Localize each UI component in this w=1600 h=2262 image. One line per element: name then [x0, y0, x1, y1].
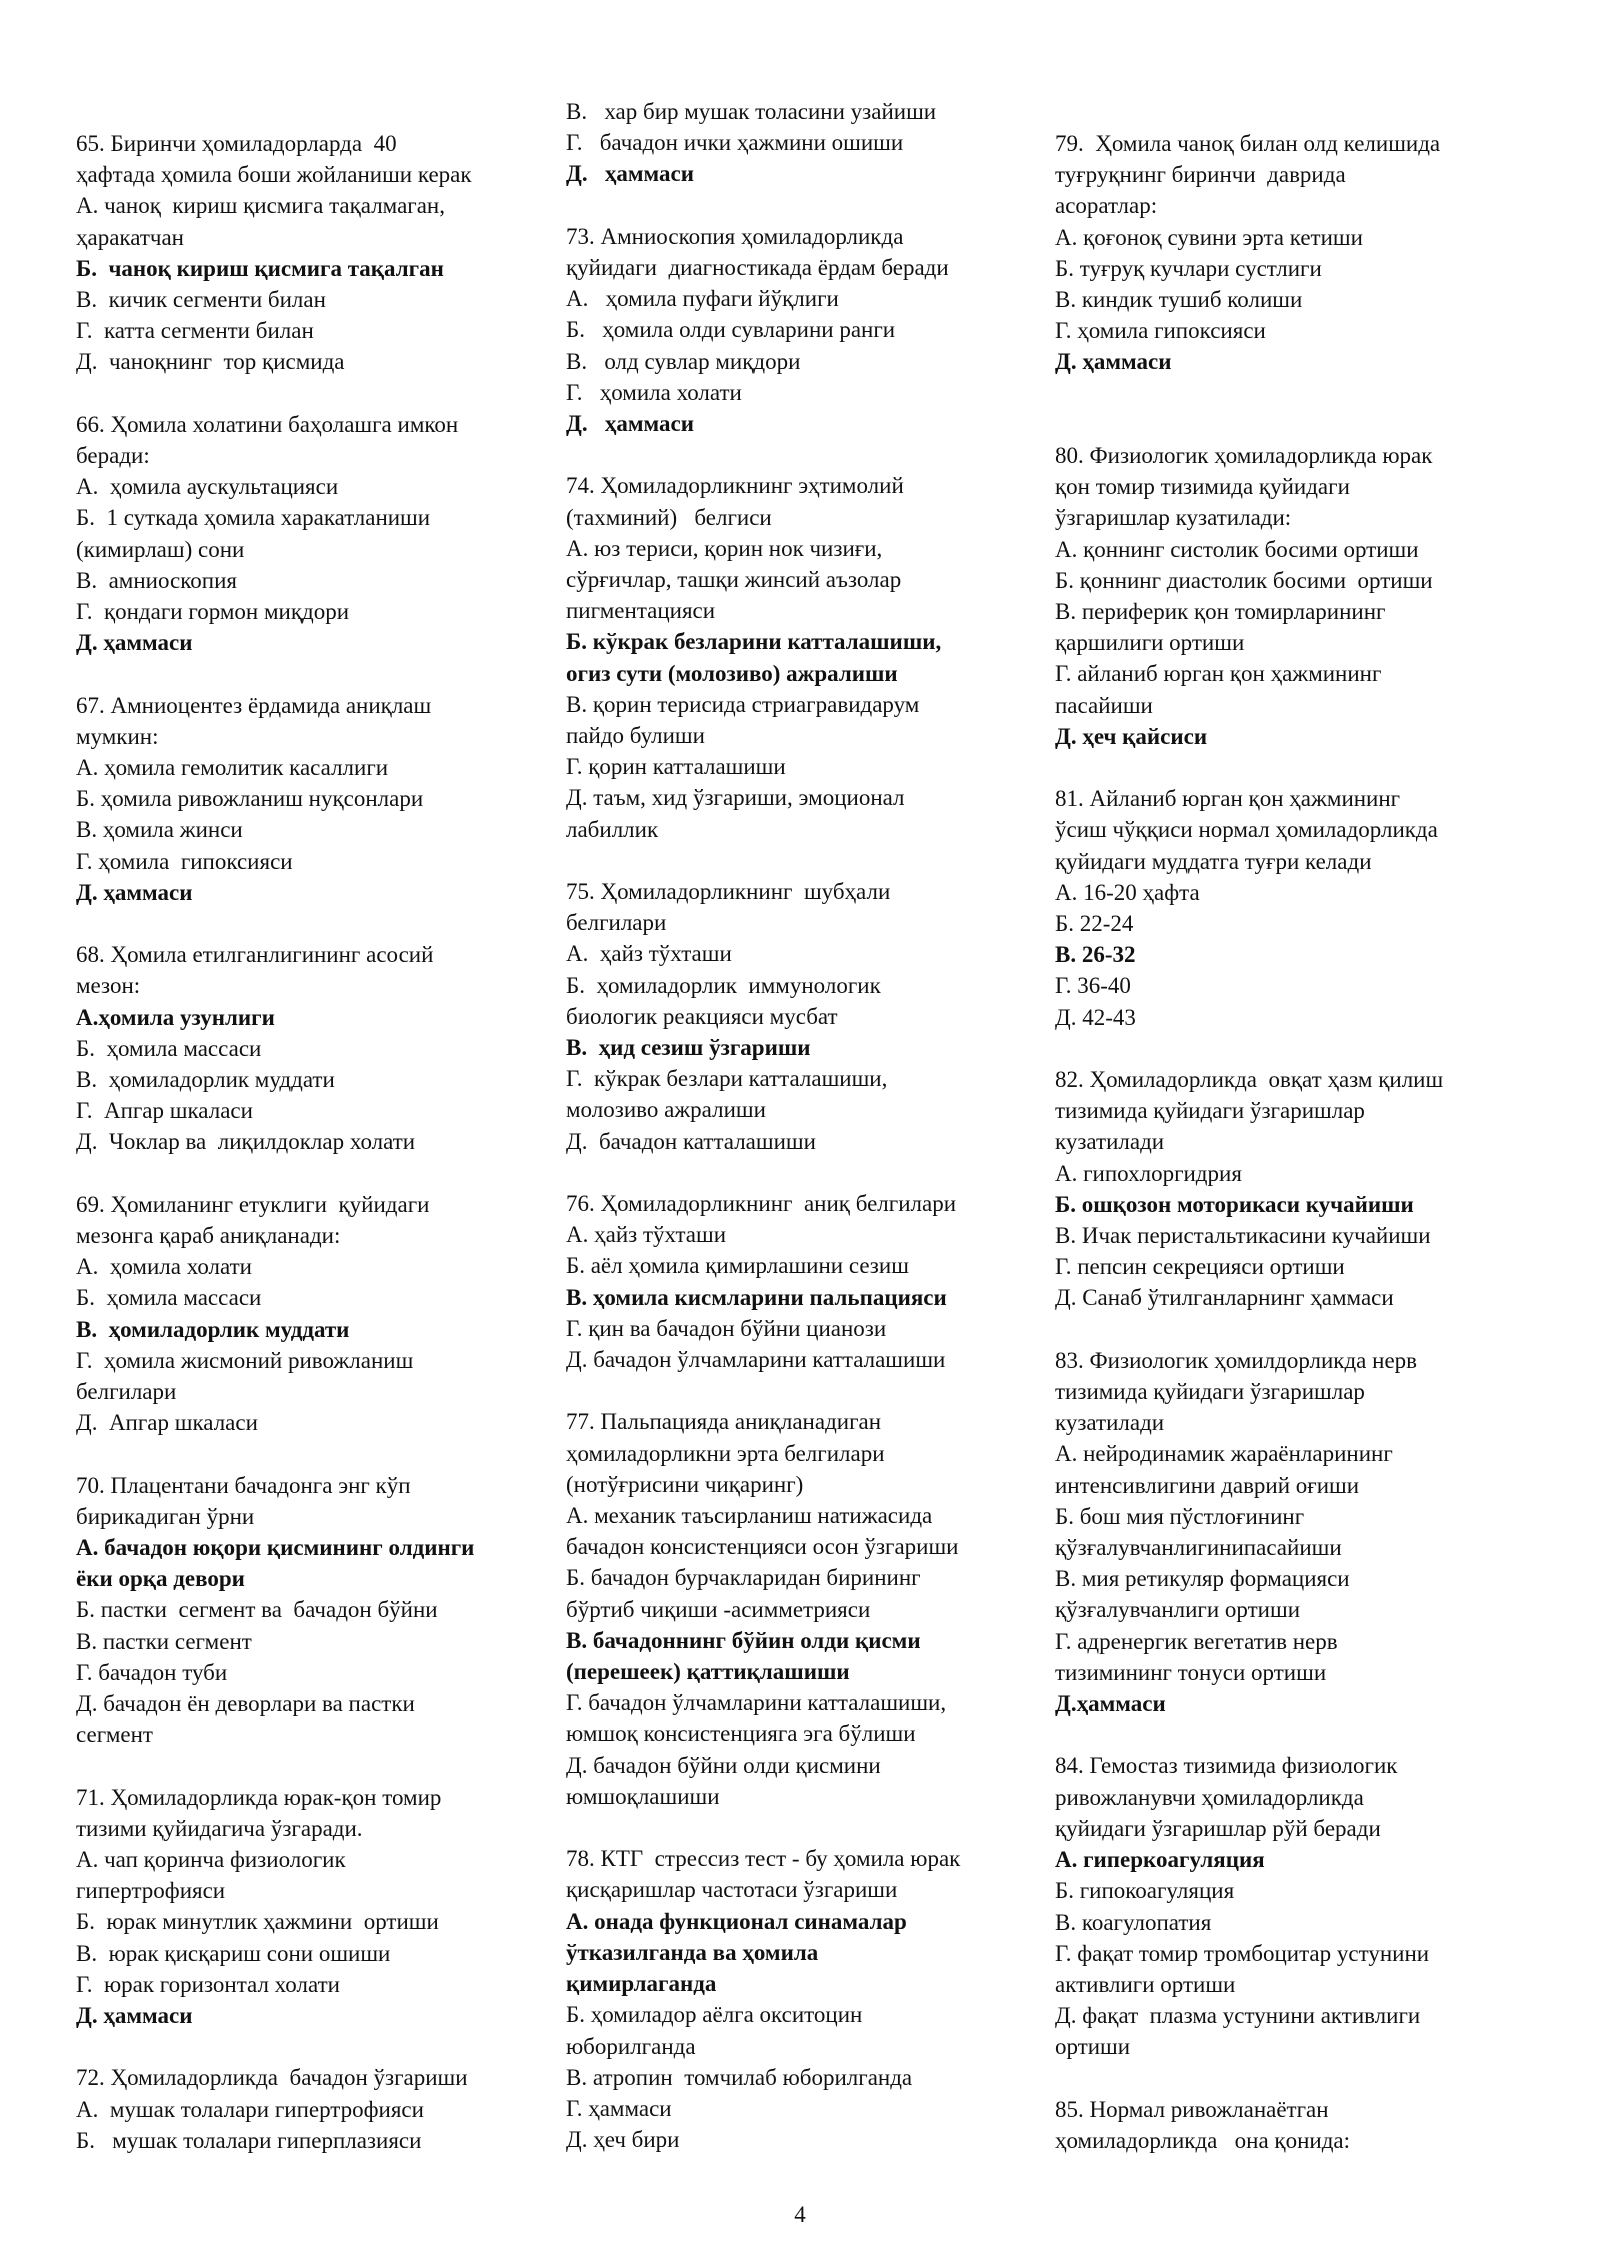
answer-line: А. нейродинамик жараёнларининг [1055, 1441, 1393, 1467]
answer-line: тизимида қуйидаги ўзгаришлар [1055, 1098, 1365, 1124]
answer-line: Г. адренергик вегетатив нерв [1055, 1628, 1338, 1654]
correct-answer-line: В. ҳомила кисмларини пальпацияси [566, 1284, 947, 1310]
question-text: 76. Ҳомиладорликнинг аниқ белгилари [566, 1191, 957, 1217]
answer-line: Г. бачадон туби [76, 1659, 228, 1685]
question-block [76, 1782, 566, 2032]
answer-line: ҳомиладорликни эрта белгилари [566, 1440, 885, 1466]
answer-line: Г. ҳомила жисмоний ривожланиш [76, 1347, 414, 1373]
answer-line: пасайиши [1055, 692, 1153, 718]
question-block [76, 2062, 566, 2156]
answer-line: Б. ҳомила массаси [76, 1285, 262, 1311]
question-block [566, 1188, 1034, 1375]
question-text: 81. Айланиб юрган қон ҳажмининг [1055, 786, 1401, 812]
answer-line: мезон: [76, 973, 141, 999]
answer-line: А. ҳайз тўхташи [566, 941, 732, 967]
answer-line: В. периферик қон томирларининг [1055, 599, 1386, 625]
answer-line: бирикадиган ўрни [76, 1503, 255, 1529]
answer-line: Б. мушак толалари гиперплазияси [76, 2127, 422, 2153]
question-text: 85. Нормал ривожланаётган [1055, 2096, 1329, 2122]
answer-line: В. олд сувлар миқдори [566, 348, 801, 374]
answer-line: Д. Чоклар ва лиқилдоклар холати [76, 1129, 416, 1155]
answer-line: қуйидаги диагностикада ёрдам беради [566, 255, 949, 280]
question-block [76, 690, 566, 908]
answer-line: Г. бачадон ички ҳажмини ошиши [566, 130, 904, 156]
correct-answer-line: Д. ҳаммаси [1055, 349, 1172, 375]
correct-answer-line: ёки орқа девори [76, 1566, 245, 1592]
answer-line: Г. қорин катталашиши [566, 754, 786, 780]
answer-line: А. ҳомила гемолитик касаллиги [76, 755, 389, 781]
answer-line: В. атропин томчилаб юборилганда [566, 2064, 913, 2090]
answer-line: Д. бачадон бўйни олди қисмини [566, 1752, 881, 1778]
answer-line: Г. ҳомила гипоксияси [1055, 318, 1266, 344]
answer-line: ортиши [1055, 2034, 1131, 2060]
answer-line: А. қоннинг систолик босими ортиши [1055, 536, 1419, 562]
correct-answer-line: Д.ҳаммаси [1055, 1691, 1166, 1717]
answer-line: гипертрофияси [76, 1878, 226, 1904]
question-text: 66. Ҳомила холатини баҳолашга имкон [76, 411, 459, 437]
answer-line: ҳомиладорликда она қонида: [1055, 2127, 1350, 2153]
answer-line: В. Ичак перистальтикасини кучайиши [1055, 1223, 1431, 1249]
answer-line: Б. ҳомила олди сувларини ранги [566, 317, 896, 343]
answer-line: сўрғичлар, ташқи жинсий аъзолар [566, 567, 902, 593]
answer-line: бўртиб чиқиши -асимметрияси [566, 1596, 871, 1622]
question-text: 68. Ҳомила етилганлигининг асосий [76, 942, 434, 968]
answer-line: В. қорин терисида стриагравидарум [566, 691, 920, 717]
answer-line: тизимининг тонуси ортиши [1055, 1659, 1327, 1685]
answer-line: интенсивлигини даврий оғиши [1055, 1472, 1360, 1498]
question-block [566, 876, 1034, 1157]
answer-line: қўзғалувчанлиги ортиши [1055, 1597, 1301, 1623]
answer-line: қон томир тизимида қуйидаги [1055, 474, 1350, 500]
correct-answer-line: Б. кўкрак безларини катталашиши, [566, 629, 942, 655]
answer-line: мезонга қараб аниқланади: [76, 1223, 341, 1249]
answer-line: Г. фақат томир тромбоцитар устунини [1055, 1940, 1430, 1966]
question-block [566, 96, 1034, 190]
answer-line: молозиво ажралиши [566, 1097, 766, 1123]
answer-line: А. ҳомила пуфаги йўқлиги [566, 286, 839, 312]
answer-line: А. қоғоноқ сувини эрта кетиши [1055, 224, 1363, 250]
answer-line: Б. ҳомиладор аёлга окситоцин [566, 2002, 863, 2028]
answer-line: А. чаноқ кириш қисмига тақалмаган, [76, 193, 445, 219]
answer-line: А. мушак толалари гипертрофияси [76, 2096, 424, 2122]
question-block [1055, 1750, 1555, 2062]
answer-line: юборилганда [566, 2033, 696, 2059]
question-text: 73. Амниоскопия ҳомиладорликда [566, 223, 904, 249]
correct-answer-line: В. ҳомиладорлик муддати [76, 1316, 350, 1342]
answer-line: Д. бачадон ўлчамларини катталашиши [566, 1347, 946, 1373]
answer-line: Д. Санаб ўтилганларнинг ҳаммаси [1055, 1285, 1394, 1311]
correct-answer-line: Д. ҳеч қайсиси [1055, 723, 1208, 749]
question-block [566, 1406, 1034, 1812]
answer-line: активлиги ортиши [1055, 1971, 1236, 1997]
correct-answer-line: Б. ошқозон моторикаси кучайиши [1055, 1191, 1414, 1217]
answer-line: Г. қин ва бачадон бўйни цианози [566, 1315, 887, 1341]
answer-line: В. амниоскопия [76, 567, 237, 593]
correct-answer-line: В. бачадоннинг бўйин олди қисми [566, 1627, 921, 1653]
question-text: 70. Плацентани бачадонга энг кўп [76, 1472, 411, 1498]
answer-line: Г. юрак горизонтал холати [76, 1971, 340, 1997]
answer-line: қаршилиги ортиши [1055, 630, 1245, 656]
answer-line: сегмент [76, 1722, 153, 1748]
answer-line: Д. таъм, хид ўзгариши, эмоционал [566, 785, 905, 811]
question-block [76, 128, 566, 378]
question-block [76, 1189, 566, 1439]
answer-line: юмшоқ консистенцияга эга бўлиши [566, 1721, 916, 1747]
answer-line: В. кичик сегменти билан [76, 287, 326, 313]
correct-answer-line: А. онада функционал синамалар [566, 1908, 907, 1934]
answer-line: В. пастки сегмент [76, 1628, 252, 1654]
question-text: 69. Ҳомиланинг етуклиги қуйидаги [76, 1191, 430, 1217]
question-block [566, 470, 1034, 844]
correct-answer-line: Д. ҳаммаси [566, 411, 694, 437]
answer-line: А. 16-20 ҳафта [1055, 879, 1200, 905]
answer-line: Д. бачадон ён деворлари ва пастки [76, 1691, 415, 1717]
answer-line: пайдо булиши [566, 723, 705, 749]
correct-answer-line: Д. ҳаммаси [76, 630, 193, 656]
question-text: 78. КТГ стрессиз тест - бу ҳомила юрак [566, 1846, 961, 1872]
answer-line: мумкин: [76, 723, 159, 749]
answer-line: туғруқнинг биринчи даврида [1055, 162, 1346, 188]
answer-line: Б. бачадон бурчакларидан бирининг [566, 1565, 921, 1591]
answer-line: қуйидаги ўзгаришлар рўй беради [1055, 1815, 1381, 1841]
answer-line: тизими қуйидагича ўзгаради. [76, 1815, 363, 1841]
answer-line: Г. ҳаммаси [566, 2095, 672, 2121]
answer-line: ўзгаришлар кузатилади: [1055, 505, 1292, 531]
correct-answer-line: А.ҳомила узунлиги [76, 1004, 275, 1030]
correct-answer-line: ўтказилганда ва ҳомила [566, 1939, 819, 1965]
question-text: 75. Ҳомиладорликнинг шубҳали [566, 879, 891, 905]
answer-line: Д. ҳеч бири [566, 2127, 680, 2153]
answer-line: Б. ҳомиладорлик иммунологик [566, 972, 881, 998]
question-text: 65. Биринчи ҳомиладорларда 40 [76, 131, 397, 156]
answer-line: Б. аёл ҳомила қимирлашини сезиш [566, 1253, 909, 1279]
question-text: В. хар бир мушак толасини узайиши [566, 99, 937, 124]
question-block [1055, 440, 1555, 752]
answer-line: (нотўғрисини чиқаринг) [566, 1471, 804, 1497]
answer-line: Б. бош мия пўстлоғининг [1055, 1503, 1305, 1529]
answer-line: Г. Апгар шкаласи [76, 1098, 253, 1124]
answer-line: Д. чаноқнинг тор қисмида [76, 349, 345, 375]
answer-line: кузатилади [1055, 1410, 1165, 1436]
correct-answer-line: Б. чаноқ кириш қисмига тақалган [76, 255, 444, 281]
question-block [76, 1470, 566, 1751]
answer-line: А. ҳомила аускультацияси [76, 474, 339, 500]
question-block [76, 409, 566, 659]
answer-line: А. ҳайз тўхташи [566, 1222, 727, 1248]
answer-line: қуйидаги муддатга туғри келади [1055, 848, 1372, 874]
question-text: 77. Пальпацияда аниқланадиган [566, 1409, 882, 1435]
correct-answer-line: А. гиперкоагуляция [1055, 1847, 1265, 1873]
correct-answer-line: В. 26-32 [1055, 942, 1136, 968]
answer-line: Г. 36-40 [1055, 973, 1131, 999]
answer-line: кузатилади [1055, 1129, 1165, 1155]
answer-line: пигментацияси [566, 598, 716, 624]
answer-line: В. ҳомила жинси [76, 817, 243, 843]
question-block [1055, 1345, 1555, 1719]
answer-line: бачадон консистенцияси осон ўзгариши [566, 1534, 959, 1560]
answer-line: А. ҳомила холати [76, 1254, 252, 1280]
question-block [1055, 2094, 1555, 2156]
answer-line: В. юрак қисқариш сони ошиши [76, 1940, 391, 1966]
answer-line: Г. бачадон ўлчамларини катталашиши, [566, 1690, 947, 1716]
correct-answer-line: қимирлаганда [566, 1971, 717, 1997]
answer-line: қўзғалувчанлигинипасайиши [1055, 1535, 1342, 1561]
answer-line: В. киндик тушиб колиши [1055, 287, 1303, 313]
answer-line: асоратлар: [1055, 193, 1158, 219]
answer-line: Г. пепсин секрецияси ортиши [1055, 1254, 1345, 1280]
question-text: 79. Ҳомила чаноқ билан олд келишида [1055, 131, 1441, 156]
answer-line: Г. кўкрак безлари катталашиши, [566, 1066, 888, 1092]
column-right [1055, 0, 1555, 2187]
question-block [1055, 128, 1555, 378]
answer-line: тизимида қуйидаги ўзгаришлар [1055, 1379, 1365, 1405]
answer-line: В. коагулопатия [1055, 1909, 1212, 1935]
answer-line: (тахминий) белгиси [566, 504, 772, 530]
answer-line: ўсиш чўққиси нормал ҳомиладорликда [1055, 817, 1438, 843]
question-block [566, 1843, 1034, 2155]
question-text: 67. Амниоцентез ёрдамида аниқлаш [76, 692, 432, 718]
question-text: 74. Ҳомиладорликнинг эҳтимолий [566, 473, 904, 499]
answer-line: Д. 42-43 [1055, 1004, 1136, 1030]
answer-line: В. ҳомиладорлик муддати [76, 1067, 335, 1093]
answer-line: Д. Апгар шкаласи [76, 1410, 258, 1436]
question-text: 82. Ҳомиладорликда овқат ҳазм қилиш [1055, 1067, 1444, 1093]
correct-answer-line: Д. ҳаммаси [76, 2003, 193, 2029]
question-text: 83. Физиологик ҳомилдорликда нерв [1055, 1347, 1418, 1373]
answer-line: биологик реакцияси мусбат [566, 1003, 838, 1029]
answer-line: Б. гипокоагуляция [1055, 1878, 1235, 1904]
correct-answer-line: Д. ҳаммаси [566, 161, 694, 187]
question-block [76, 939, 566, 1157]
answer-line: Д. фақат плазма устунини активлиги [1055, 2003, 1421, 2029]
answer-line: Б. ҳомила ривожланиш нуқсонлари [76, 786, 424, 812]
answer-line: Б. туғруқ кучлари сустлиги [1055, 255, 1322, 281]
answer-line: беради: [76, 443, 150, 469]
answer-line: лабиллик [566, 816, 659, 842]
question-block [566, 221, 1034, 439]
correct-answer-line: А. бачадон юқори қисмининг олдинги [76, 1535, 475, 1561]
answer-line: В. мия ретикуляр формацияси [1055, 1566, 1350, 1592]
answer-line: А. чап қоринча физиологик [76, 1847, 346, 1873]
answer-line: Д. бачадон катталашиши [566, 1128, 816, 1154]
answer-line: Б. ҳомила массаси [76, 1035, 262, 1061]
column-left [76, 0, 566, 2187]
answer-line: Г. ҳомила холати [566, 379, 742, 405]
answer-line: А. гипохлоргидрия [1055, 1160, 1242, 1186]
answer-line: ҳаракатчан [76, 224, 184, 250]
correct-answer-line: Д. ҳаммаси [76, 879, 193, 905]
answer-line: Б. қоннинг диастолик босими ортиши [1055, 567, 1433, 593]
question-block [1055, 1064, 1555, 1314]
answer-line: ҳафтада ҳомила боши жойланиши керак [76, 162, 472, 188]
column-middle [566, 0, 1034, 2187]
correct-answer-line: огиз сути (молозиво) ажралиши [566, 660, 898, 686]
answer-line: қисқаришлар частотаси ўзгариши [566, 1877, 898, 1903]
answer-line: Б. 1 суткада ҳомила харакатланиши [76, 505, 431, 531]
answer-line: (кимирлаш) сони [76, 536, 245, 562]
answer-line: Г. қондаги гормон миқдори [76, 599, 350, 625]
answer-line: белгилари [566, 910, 667, 936]
page-number: 4 [794, 2202, 806, 2227]
answer-line: ривожланувчи ҳомиладорликда [1055, 1784, 1364, 1810]
question-text: 84. Гемостаз тизимида физиологик [1055, 1753, 1398, 1779]
answer-line: Г. айланиб юрган қон ҳажмининг [1055, 661, 1382, 687]
question-text: 72. Ҳомиладорликда бачадон ўзгариши [76, 2065, 468, 2091]
correct-answer-line: В. ҳид сезиш ўзгариши [566, 1035, 811, 1061]
answer-line: А. механик таъсирланиш натижасида [566, 1503, 933, 1529]
answer-line: белгилари [76, 1379, 177, 1405]
answer-line: А. юз териси, қорин нок чизиғи, [566, 535, 883, 561]
answer-line: Б. 22-24 [1055, 911, 1134, 937]
answer-line: Б. пастки сегмент ва бачадон бўйни [76, 1597, 438, 1623]
question-text: 71. Ҳомиладорликда юрак-қон томир [76, 1784, 442, 1810]
correct-answer-line: (перешеек) қаттиқлашиши [566, 1659, 850, 1685]
question-block [1055, 783, 1555, 1033]
answer-line: Г. катта сегменти билан [76, 318, 314, 344]
answer-line: юмшоқлашиши [566, 1783, 720, 1809]
answer-line: Б. юрак минутлик ҳажмини ортиши [76, 1909, 439, 1935]
answer-line: Г. ҳомила гипоксияси [76, 848, 293, 874]
question-text: 80. Физиологик ҳомиладорликда юрак [1055, 443, 1433, 469]
